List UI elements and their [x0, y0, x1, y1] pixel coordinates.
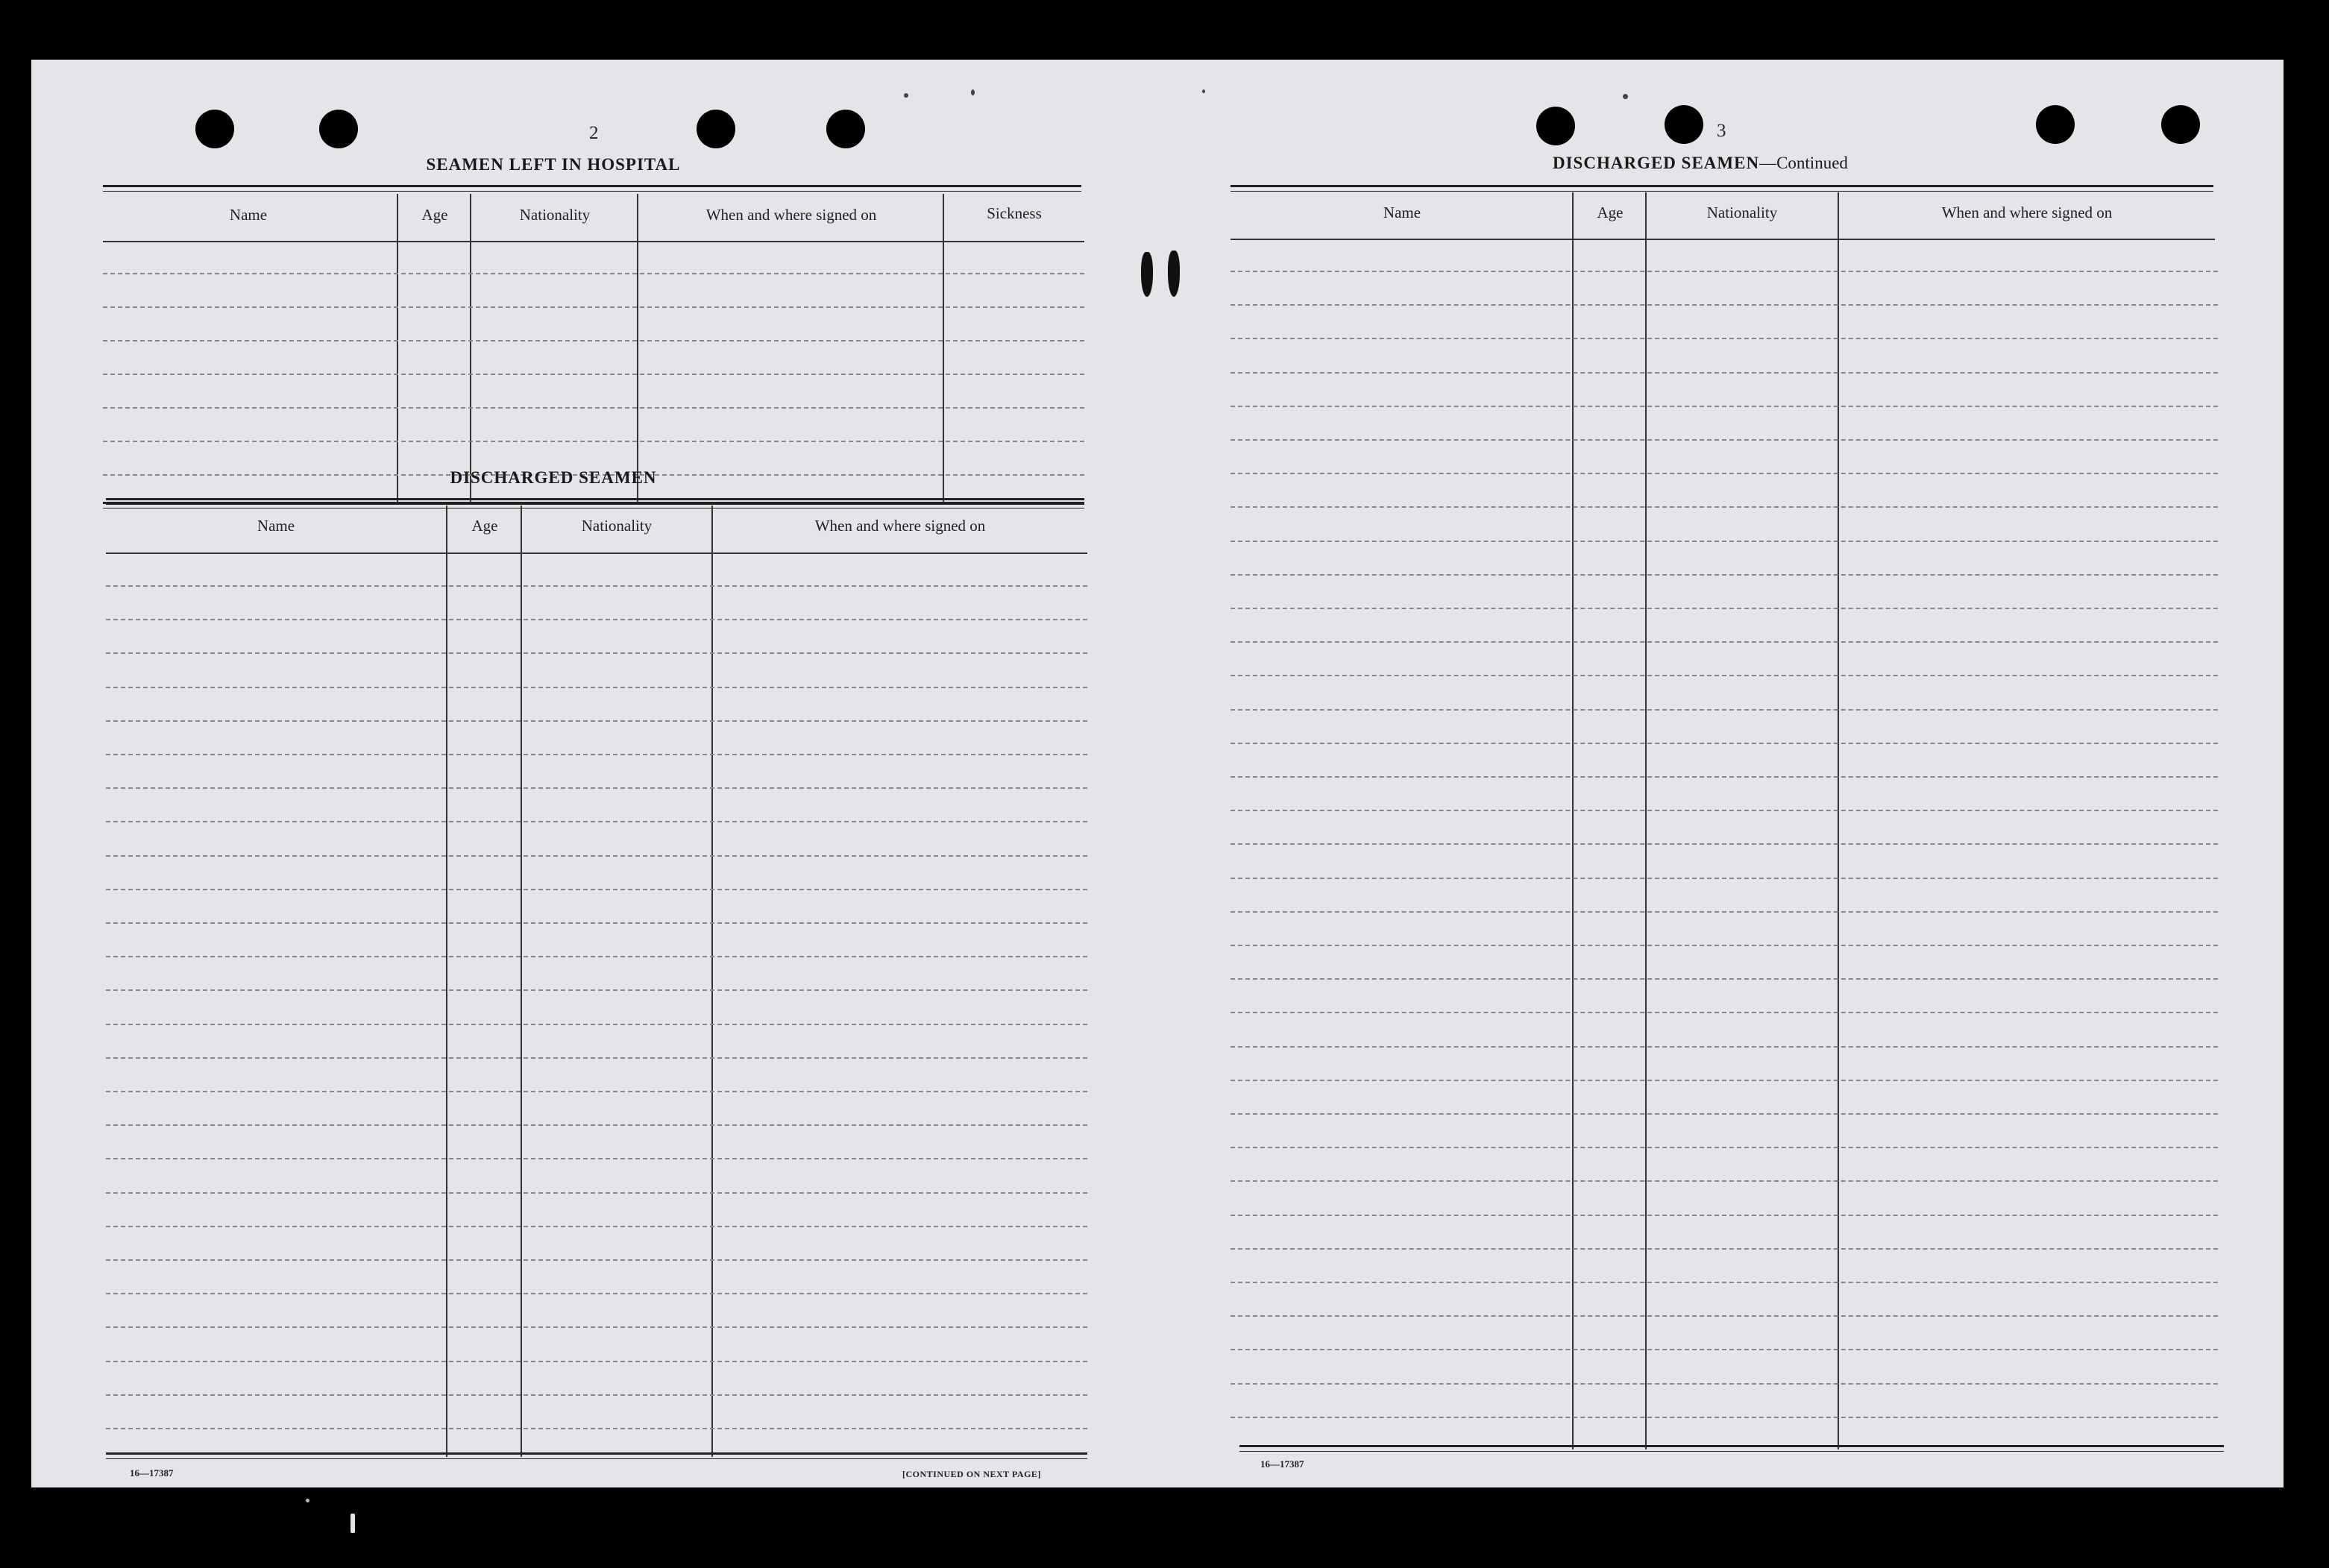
right-section-title	[1553, 154, 1940, 173]
entry-line	[106, 922, 1087, 924]
col-head-sickness: Sickness	[987, 204, 1042, 222]
entry-line	[1230, 1349, 2218, 1350]
right-top-rule	[1230, 185, 2213, 192]
discharged-top-rule	[106, 498, 1084, 505]
entry-line	[1230, 675, 2218, 676]
punch-hole	[1665, 105, 1703, 144]
punch-hole	[697, 110, 735, 148]
entry-line	[1230, 1113, 2218, 1115]
speck	[351, 1514, 355, 1533]
hospital-top-rule	[103, 185, 1081, 192]
entry-line	[1230, 1315, 2218, 1317]
entry-line	[106, 1024, 1087, 1025]
speck	[971, 89, 975, 95]
speck	[1202, 89, 1205, 93]
entry-line	[1230, 406, 2218, 407]
entry-line	[1230, 271, 2218, 272]
entry-line	[1230, 878, 2218, 879]
col-head-signed-on: When and where signed on	[1941, 204, 2113, 221]
binding-mark	[1168, 251, 1180, 297]
entry-line	[103, 407, 1084, 409]
entry-line	[103, 273, 1084, 274]
punch-hole	[826, 110, 865, 148]
entry-line	[103, 340, 1084, 341]
entry-line	[106, 1226, 1087, 1227]
entry-line	[1230, 945, 2218, 946]
entry-line	[106, 1293, 1087, 1294]
col-head-nationality: Nationality	[519, 206, 591, 224]
binding-mark	[1141, 252, 1153, 297]
entry-line	[106, 720, 1087, 722]
entry-line	[1230, 911, 2218, 913]
col-head-signed-on: When and where signed on	[814, 517, 986, 535]
column-divider	[1645, 192, 1647, 1449]
col-head-name: Name	[229, 206, 268, 224]
column-divider	[943, 194, 944, 505]
col-head-name: Name	[1383, 204, 1421, 221]
entry-line	[106, 619, 1087, 620]
entry-line	[1230, 304, 2218, 306]
right-bottom-rule	[1239, 1445, 2224, 1452]
col-head-age: Age	[421, 206, 448, 224]
entry-line	[106, 1361, 1087, 1362]
entry-line	[1230, 743, 2218, 744]
entry-line	[1230, 1215, 2218, 1216]
col-head-nationality: Nationality	[1706, 204, 1778, 221]
col-head-name: Name	[257, 517, 295, 535]
column-divider	[521, 506, 522, 1457]
entry-line	[1230, 439, 2218, 441]
punch-hole	[2036, 105, 2075, 144]
right-section-title-main: DISCHARGED SEAMEN	[1553, 154, 1760, 172]
entry-line	[1230, 1147, 2218, 1148]
entry-line	[1230, 1248, 2218, 1250]
entry-line	[106, 956, 1087, 957]
entry-line	[103, 306, 1084, 308]
entry-line	[1230, 1383, 2218, 1385]
entry-line	[106, 855, 1087, 857]
entry-line	[1230, 1180, 2218, 1182]
entry-line	[1230, 1046, 2218, 1048]
speck	[1623, 94, 1628, 99]
entry-line	[106, 821, 1087, 822]
punch-hole	[195, 110, 234, 148]
entry-line	[106, 889, 1087, 890]
column-divider	[1572, 192, 1574, 1449]
entry-line	[106, 1091, 1087, 1092]
speck	[306, 1499, 309, 1502]
column-divider	[1838, 192, 1839, 1449]
entry-line	[106, 687, 1087, 688]
entry-line	[106, 585, 1087, 587]
column-divider	[470, 194, 471, 505]
entry-line	[106, 1326, 1087, 1328]
entry-line	[1230, 506, 2218, 508]
ledger-sheet	[31, 60, 2284, 1487]
entry-line	[106, 652, 1087, 654]
entry-line	[1230, 1417, 2218, 1418]
right-section-title-suffix: —Continued	[1759, 154, 1848, 172]
hospital-section-title: SEAMEN LEFT IN HOSPITAL	[426, 155, 681, 174]
entry-line	[106, 787, 1087, 789]
entry-line	[1230, 608, 2218, 609]
speck	[904, 93, 908, 98]
discharged-header-rule	[106, 552, 1087, 554]
entry-line	[106, 1192, 1087, 1194]
entry-line	[1230, 372, 2218, 374]
continued-note: [CONTINUED ON NEXT PAGE]	[902, 1469, 1041, 1479]
page-number-left: 2	[589, 123, 599, 143]
entry-line	[103, 374, 1084, 375]
column-divider	[397, 194, 398, 505]
entry-line	[1230, 338, 2218, 339]
right-header-rule	[1230, 239, 2215, 240]
col-head-age: Age	[471, 517, 498, 535]
hospital-header-rule	[103, 241, 1084, 242]
entry-line	[1230, 978, 2218, 980]
column-divider	[711, 506, 713, 1457]
punch-hole	[2161, 105, 2200, 144]
entry-line	[106, 989, 1087, 991]
entry-line	[106, 1259, 1087, 1261]
column-divider	[446, 506, 447, 1457]
entry-line	[1230, 574, 2218, 576]
entry-line	[1230, 641, 2218, 643]
page-number-right: 3	[1717, 121, 1726, 141]
entry-line	[1230, 473, 2218, 474]
discharged-bottom-rule	[106, 1452, 1087, 1459]
col-head-nationality: Nationality	[581, 517, 653, 535]
entry-line	[1230, 709, 2218, 711]
entry-line	[103, 441, 1084, 442]
entry-line	[1230, 810, 2218, 811]
entry-line	[106, 1394, 1087, 1396]
form-code-left: 16—17387	[130, 1467, 174, 1479]
entry-line	[1230, 776, 2218, 778]
entry-line	[106, 1057, 1087, 1059]
entry-line	[1230, 541, 2218, 542]
entry-line	[106, 1428, 1087, 1429]
column-divider	[637, 194, 638, 505]
punch-hole	[319, 110, 358, 148]
punch-hole	[1536, 107, 1575, 145]
discharged-section-title: DISCHARGED SEAMEN	[450, 468, 657, 487]
entry-line	[106, 754, 1087, 755]
col-head-age: Age	[1597, 204, 1624, 221]
entry-line	[1230, 1080, 2218, 1081]
form-code-right: 16—17387	[1260, 1458, 1304, 1470]
entry-line	[1230, 1012, 2218, 1013]
entry-line	[106, 1124, 1087, 1126]
col-head-signed-on: When and where signed on	[705, 206, 877, 224]
entry-line	[106, 1158, 1087, 1159]
entry-line	[1230, 843, 2218, 845]
entry-line	[1230, 1282, 2218, 1283]
